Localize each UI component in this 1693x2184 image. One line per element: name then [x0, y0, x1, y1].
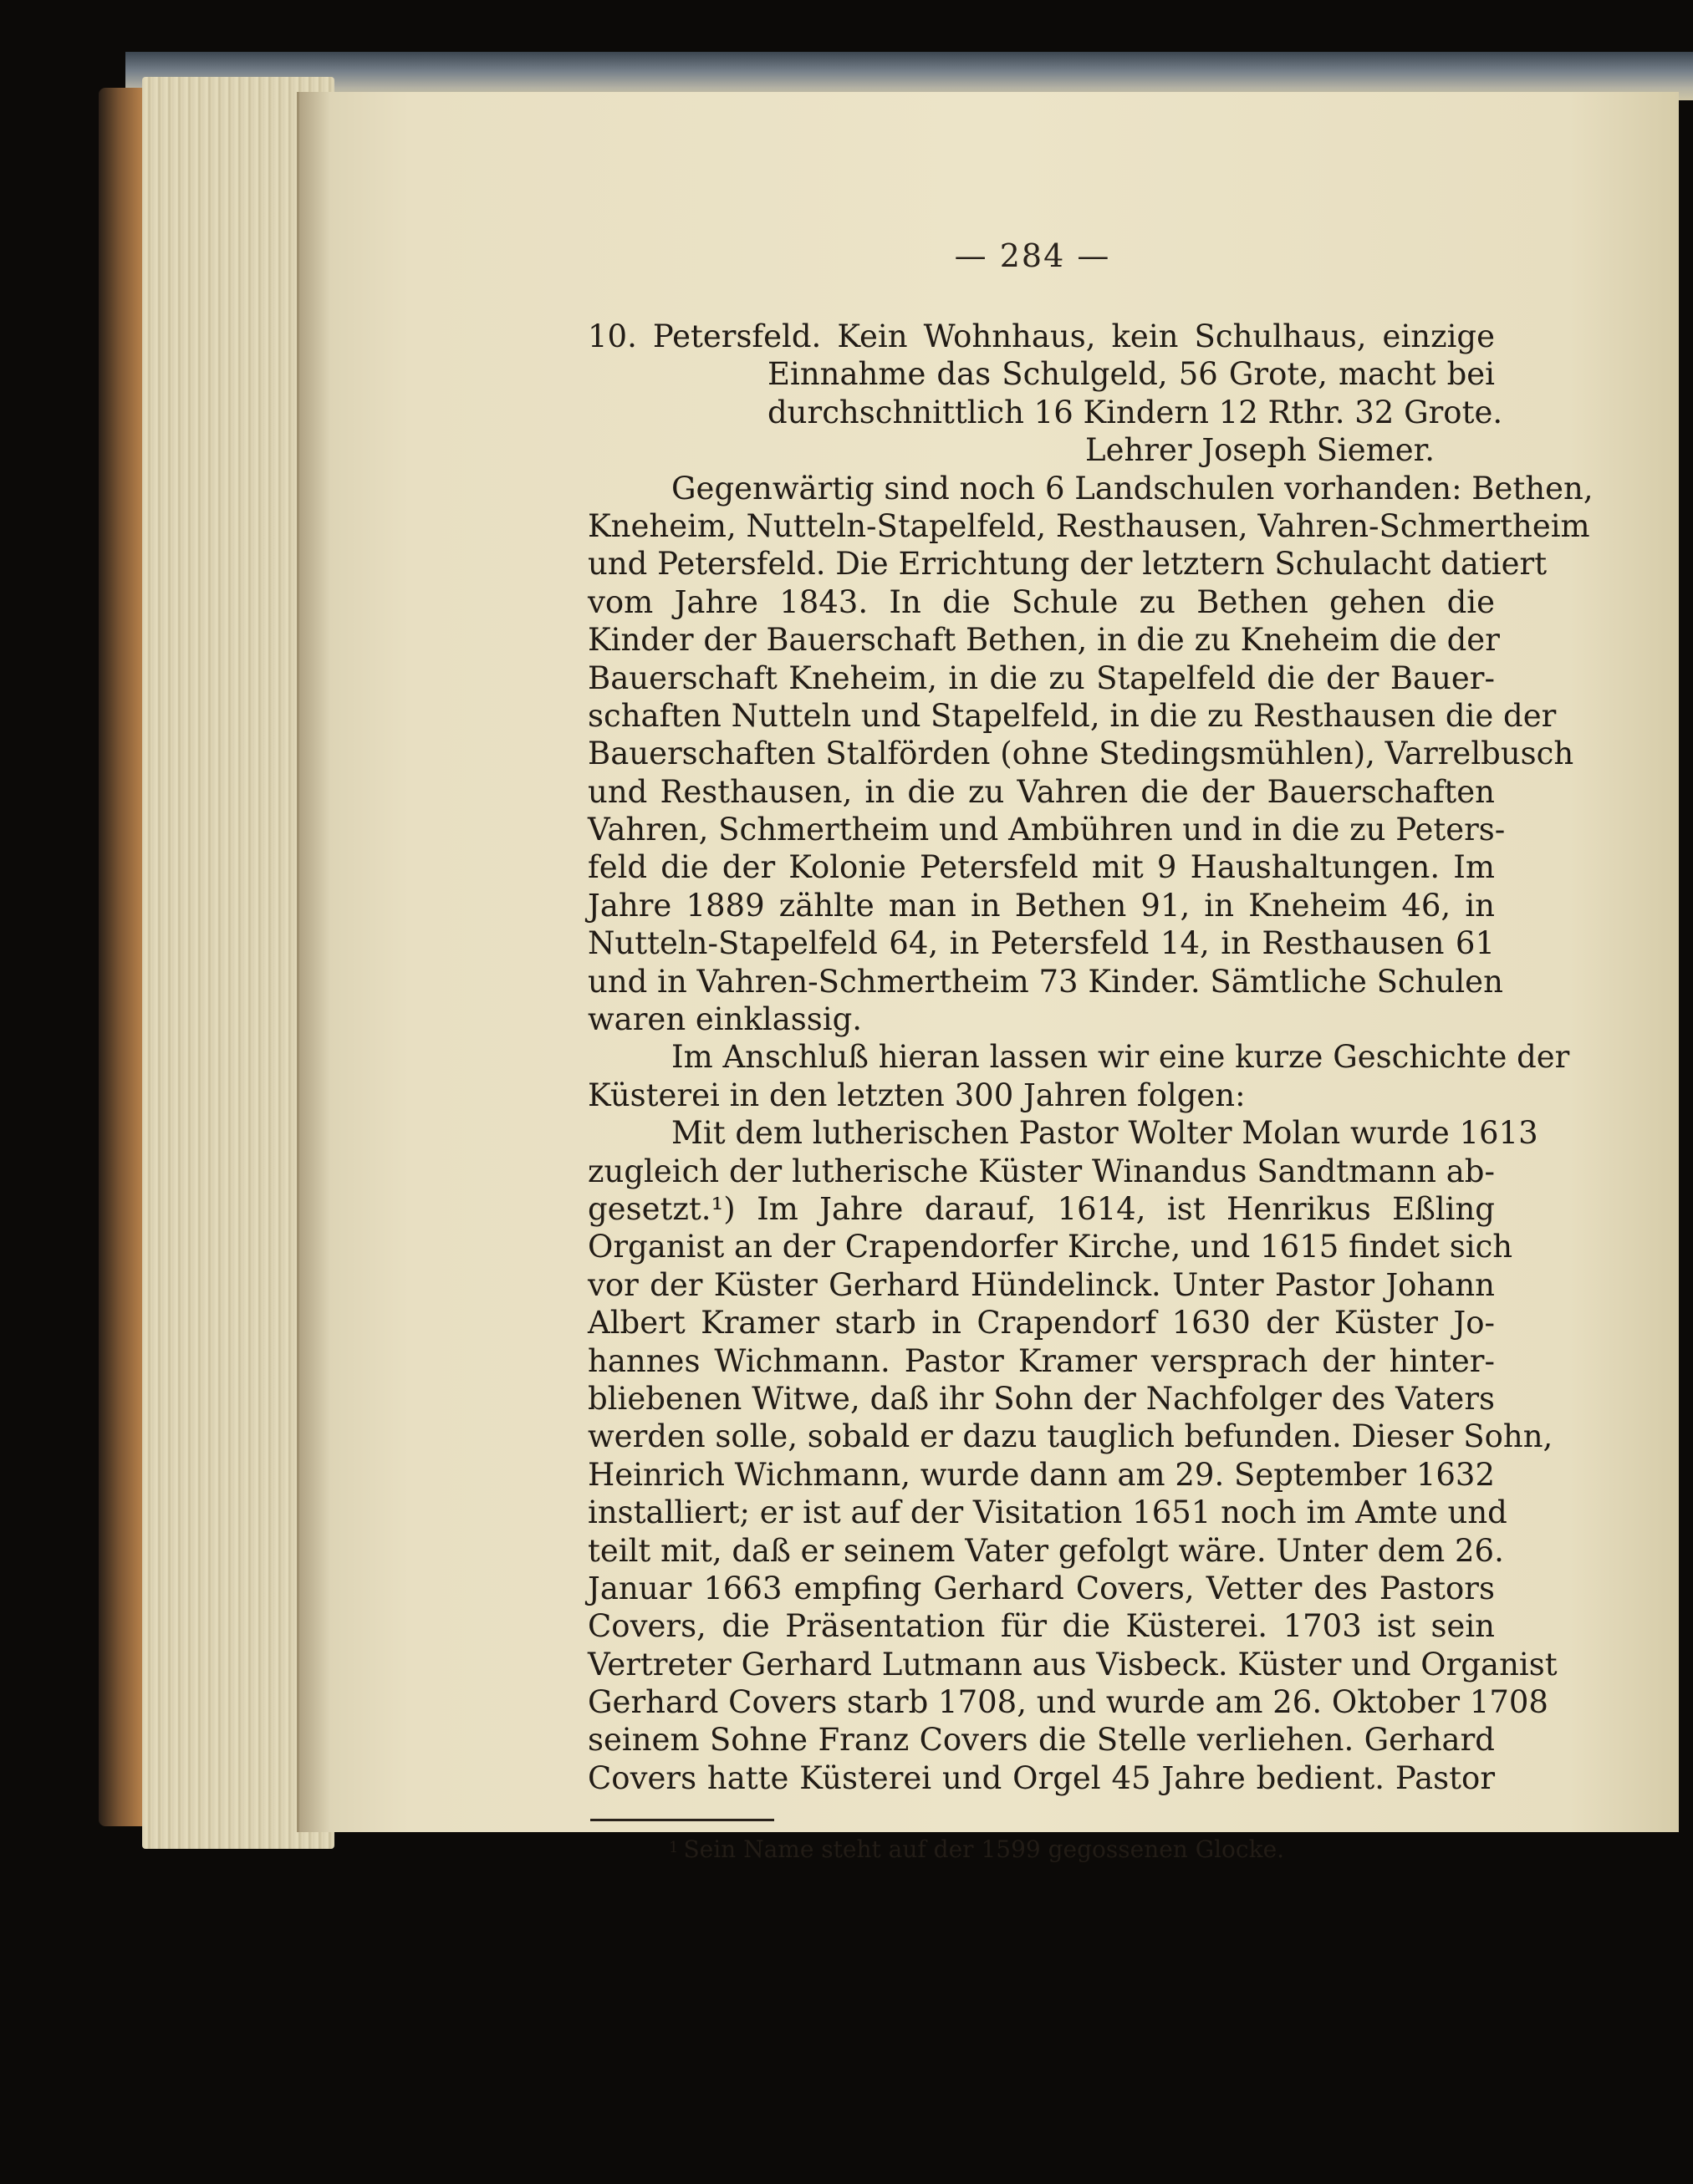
footnote-marker: 1	[669, 1839, 679, 1856]
text-line: Covers hatte Küsterei und Orgel 45 Jahre bedient. Pastor	[588, 1759, 1495, 1796]
text-line: Gerhard Covers starb 1708, und wurde am 26. Oktober 1708	[588, 1684, 1548, 1721]
text-line: Im Anschluß hieran lassen wir eine kurze Geschichte der	[671, 1039, 1570, 1076]
text-line: gesetzt.¹) Im Jahre darauf, 1614, ist Henrikus Eßling	[588, 1190, 1495, 1227]
page-number: — 284 —	[954, 237, 1111, 274]
entry-line	[588, 318, 1495, 355]
entry-signature: Lehrer Joseph Siemer.	[1085, 432, 1435, 469]
text-line: und Petersfeld. Die Errichtung der letztern Schulacht datiert	[588, 546, 1548, 583]
text-line: Bauerschaften Stalförden (ohne Stedingsmühlen), Varrelbusch	[588, 736, 1574, 772]
text-line: und Resthausen, in die zu Vahren die der Bauerschaften	[588, 773, 1495, 810]
footnote	[669, 1835, 1284, 1863]
text-line: Jahre 1889 zählte man in Bethen 91, in Kneheim 46, in	[588, 887, 1495, 924]
text-line: bliebenen Witwe, daß ihr Sohn der Nachfolger des Vaters	[588, 1380, 1495, 1417]
text-line: hannes Wichmann. Pastor Kramer versprach der hinter-	[588, 1342, 1495, 1379]
entry-label: 10. Petersfeld.	[588, 318, 822, 354]
entry-line: durchschnittlich 16 Kindern 12 Rthr. 32 Grote.	[767, 394, 1503, 430]
paragraph	[588, 1114, 1558, 1797]
text-line: Covers, die Präsentation für die Küsterei. 1703 ist sein	[588, 1608, 1495, 1645]
text-line: Albert Kramer starb in Crapendorf 1630 der Küster Jo-	[588, 1305, 1495, 1341]
text-line: Bauerschaft Kneheim, in die zu Stapelfeld die der Bauer-	[588, 659, 1495, 696]
text-line: Nutteln-Stapelfeld 64, in Petersfeld 14, in Resthausen 61	[588, 925, 1495, 962]
text-line: Gegenwärtig sind noch 6 Landschulen vorhanden: Bethen,	[671, 470, 1594, 507]
gutter-shadow	[297, 92, 330, 1832]
text-line: vom Jahre 1843. In die Schule zu Bethen gehen die	[588, 583, 1495, 620]
text-line: Küsterei in den letzten 300 Jahren folgen:	[588, 1077, 1246, 1113]
entry-line: Einnahme das Schulgeld, 56 Grote, macht bei	[767, 356, 1495, 393]
text-line: Heinrich Wichmann, wurde dann am 29. September 1632	[588, 1456, 1495, 1493]
text-line: Organist an der Crapendorfer Kirche, und 1615 findet sich	[588, 1229, 1513, 1265]
text-line: Kinder der Bauerschaft Bethen, in die zu Kneheim die der	[588, 622, 1500, 659]
paragraph	[588, 470, 1594, 1039]
text-line: waren einklassig.	[588, 1001, 863, 1038]
entry-text: Kein Wohnhaus, kein Schulhaus, einzige	[837, 318, 1496, 354]
text-line: werden solle, sobald er dazu tauglich befunden. Dieser Sohn,	[588, 1418, 1553, 1455]
footnote-text: Sein Name steht auf der 1599 gegossenen Glocke.	[683, 1835, 1285, 1863]
text-line: Vertreter Gerhard Lutmann aus Visbeck. Küster und Organist	[588, 1646, 1558, 1683]
text-line: schaften Nutteln und Stapelfeld, in die zu Resthausen die der	[588, 697, 1557, 734]
body-text	[588, 318, 1594, 1797]
text-line: Januar 1663 empfing Gerhard Covers, Vetter des Pastors	[588, 1570, 1495, 1606]
footnote-rule	[590, 1819, 774, 1821]
text-line: und in Vahren-Schmertheim 73 Kinder. Sämtliche Schulen	[588, 963, 1503, 1000]
text-line: Kneheim, Nutteln-Stapelfeld, Resthausen, Vahren-Schmertheim	[588, 507, 1590, 544]
text-line: zugleich der lutherische Küster Winandus Sandtmann ab-	[588, 1153, 1495, 1189]
text-line: teilt mit, daß er seinem Vater gefolgt wäre. Unter dem 26.	[588, 1532, 1504, 1569]
text-line: Vahren, Schmertheim und Ambühren und in die zu Peters-	[588, 812, 1506, 848]
text-line: Mit dem lutherischen Pastor Wolter Molan wurde 1613	[671, 1115, 1538, 1152]
text-line: vor der Küster Gerhard Hündelinck. Unter Pastor Johann	[588, 1266, 1495, 1303]
text-line: installiert; er ist auf der Visitation 1651 noch im Amte und	[588, 1494, 1507, 1531]
text-line: feld die der Kolonie Petersfeld mit 9 Haushaltungen. Im	[588, 849, 1495, 886]
paragraph	[588, 1038, 1570, 1114]
text-line: seinem Sohne Franz Covers die Stelle verliehen. Gerhard	[588, 1722, 1495, 1759]
